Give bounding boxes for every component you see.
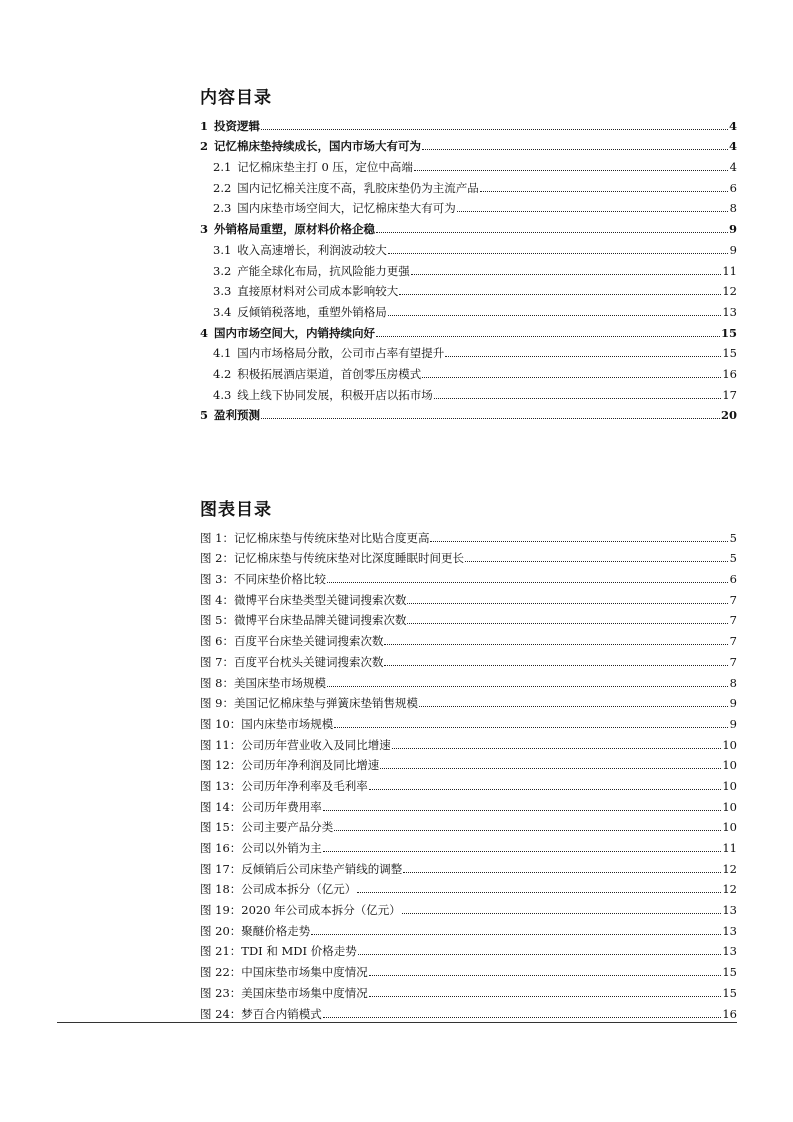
dot-leader: [414, 170, 728, 171]
toc-entry[interactable]: [200, 545, 737, 566]
entry-page-number: 13: [722, 903, 737, 918]
entry-page-number: 10: [722, 799, 737, 814]
entry-page-number: 11: [722, 263, 737, 278]
entry-number: 2.2: [213, 180, 232, 195]
toc-entry[interactable]: [200, 236, 737, 257]
entry-page-number: 10: [722, 737, 737, 752]
entry-page-number: 10: [722, 758, 737, 773]
entry-label: 图 22：中国床垫市场集中度情况: [200, 965, 368, 980]
entry-label: 图 13：公司历年净利率及毛利率: [200, 778, 368, 793]
toc-entry[interactable]: [200, 876, 737, 897]
entry-page-number: 10: [722, 778, 737, 793]
entry-page-number: 7: [729, 592, 737, 607]
toc-entry[interactable]: [200, 195, 737, 216]
dot-leader: [369, 996, 722, 997]
entry-number: 3.4: [213, 304, 232, 319]
dot-leader: [334, 727, 728, 728]
toc-entry[interactable]: [200, 958, 737, 979]
entry-label: 图 3：不同床垫价格比较: [200, 572, 326, 587]
toc-entry[interactable]: [200, 319, 737, 340]
entry-page-number: 10: [722, 820, 737, 835]
entry-label: 图 18：公司成本拆分（亿元）: [200, 882, 357, 897]
entry-number: 3.2: [213, 263, 232, 278]
dot-leader: [323, 1017, 722, 1018]
dot-leader: [403, 872, 721, 873]
entry-label: 收入高速增长，利润波动较大: [237, 242, 387, 257]
entry-label: 盈利预测: [214, 408, 261, 423]
entry-page-number: 7: [729, 654, 737, 669]
entry-page-number: 12: [722, 882, 737, 897]
dot-leader: [419, 706, 728, 707]
toc-entry[interactable]: [200, 648, 737, 669]
dot-leader: [407, 623, 728, 624]
entry-label: 图 7：百度平台枕头关键词搜索次数: [200, 654, 384, 669]
entry-number: 2: [200, 139, 209, 154]
dot-leader: [434, 398, 722, 399]
dot-leader: [411, 274, 722, 275]
entry-number: 4.3: [213, 387, 232, 402]
entry-page-number: 9: [729, 716, 737, 731]
figures-title: 图表目录: [200, 500, 272, 520]
toc-entry[interactable]: [200, 381, 737, 402]
dot-leader: [384, 644, 728, 645]
entry-label: 图 2：记忆棉床垫与传统床垫对比深度睡眠时间更长: [200, 551, 464, 566]
dot-leader: [376, 336, 720, 337]
dot-leader: [422, 377, 721, 378]
dot-leader: [327, 582, 728, 583]
dot-leader: [334, 830, 721, 831]
entry-page-number: 4: [728, 139, 737, 154]
entry-page-number: 16: [722, 366, 737, 381]
dot-leader: [392, 748, 722, 749]
toc-entry[interactable]: [200, 298, 737, 319]
entry-label: 图 14：公司历年费用率: [200, 799, 322, 814]
entry-label: 国内床垫市场空间大，记忆棉床垫大有可为: [237, 201, 456, 216]
entry-label: 图 17：反倾销后公司床垫产销线的调整: [200, 861, 403, 876]
dot-leader: [323, 810, 722, 811]
entry-label: 线上线下协同发展，积极开店以拓市场: [237, 387, 433, 402]
dot-leader: [480, 191, 728, 192]
dot-leader: [323, 851, 722, 852]
dot-leader: [380, 768, 721, 769]
dot-leader: [261, 418, 720, 419]
entry-page-number: 9: [728, 222, 737, 237]
entry-number: 4: [200, 325, 209, 340]
entry-page-number: 9: [729, 696, 737, 711]
figures-list: [200, 524, 737, 1021]
entry-label: 图 24：梦百合内销模式: [200, 1006, 322, 1021]
dot-leader: [430, 541, 728, 542]
entry-label: 外销格局重塑，原材料价格企稳: [214, 222, 376, 237]
dot-leader: [388, 315, 722, 316]
entry-label: 国内市场格局分散，公司市占率有望提升: [237, 346, 445, 361]
entry-label: 直接原材料对公司成本影响较大: [237, 284, 399, 299]
dot-leader: [388, 253, 728, 254]
toc-entry[interactable]: [200, 215, 737, 236]
toc-entry[interactable]: [200, 112, 737, 133]
entry-label: 图 6：百度平台床垫关键词搜索次数: [200, 634, 384, 649]
entry-page-number: 15: [722, 985, 737, 1000]
toc-entry[interactable]: [200, 752, 737, 773]
entry-label: 记忆棉床垫主打 0 压，定位中高端: [237, 160, 413, 175]
entry-label: 图 9：美国记忆棉床垫与弹簧床垫销售规模: [200, 696, 418, 711]
entry-page-number: 8: [729, 201, 737, 216]
entry-number: 3: [200, 222, 209, 237]
toc-entry[interactable]: [200, 153, 737, 174]
entry-page-number: 6: [729, 572, 737, 587]
toc-entry[interactable]: [200, 607, 737, 628]
entry-label: 图 15：公司主要产品分类: [200, 820, 334, 835]
dot-leader: [311, 934, 721, 935]
toc-entry[interactable]: [200, 814, 737, 835]
toc-entry[interactable]: [200, 586, 737, 607]
toc-entry[interactable]: [200, 979, 737, 1000]
toc-entry[interactable]: [200, 855, 737, 876]
entry-label: 图 8：美国床垫市场规模: [200, 675, 326, 690]
dot-leader: [261, 129, 728, 130]
entry-label: 国内市场空间大，内销持续向好: [214, 325, 376, 340]
dot-leader: [445, 356, 721, 357]
entry-page-number: 7: [729, 613, 737, 628]
toc-entry[interactable]: [200, 731, 737, 752]
entry-number: 2.3: [213, 201, 232, 216]
toc-entry[interactable]: [200, 174, 737, 195]
entry-number: 1: [200, 118, 209, 133]
entry-page-number: 16: [722, 1006, 737, 1021]
entry-page-number: 17: [722, 387, 737, 402]
entry-page-number: 11: [722, 841, 737, 855]
toc-entry[interactable]: [200, 690, 737, 711]
dot-leader: [369, 975, 722, 976]
toc-entry[interactable]: [200, 710, 737, 731]
entry-number: 3.3: [213, 284, 232, 299]
dot-leader: [358, 954, 722, 955]
toc-entry[interactable]: [200, 772, 737, 793]
entry-label: 图 23：美国床垫市场集中度情况: [200, 985, 368, 1000]
toc-entry[interactable]: [200, 793, 737, 814]
dot-leader: [402, 913, 722, 914]
entry-number: 2.1: [213, 160, 232, 175]
entry-label: 图 10：国内床垫市场规模: [200, 716, 334, 731]
toc-entry[interactable]: [200, 834, 737, 855]
toc-entry[interactable]: [200, 896, 737, 917]
dot-leader: [399, 294, 721, 295]
entry-number: 5: [200, 408, 209, 423]
toc-entry[interactable]: [200, 340, 737, 361]
entry-page-number: 4: [729, 160, 737, 175]
toc-entry[interactable]: [200, 627, 737, 648]
entry-page-number: 13: [722, 944, 737, 959]
dot-leader: [422, 149, 728, 150]
dot-leader: [376, 232, 728, 233]
entry-label: 反倾销税落地，重塑外销格局: [237, 304, 387, 319]
entry-label: 图 20：聚醚价格走势: [200, 923, 311, 938]
toc-entry[interactable]: [200, 402, 737, 423]
toc-entry[interactable]: [200, 360, 737, 381]
dot-leader: [465, 561, 728, 562]
entry-page-number: 4: [728, 118, 737, 133]
entry-label: 图 4：微博平台床垫类型关键词搜索次数: [200, 592, 407, 607]
dot-leader: [357, 892, 721, 893]
entry-page-number: 12: [722, 861, 737, 876]
toc-entry[interactable]: [200, 1000, 737, 1021]
toc-entry[interactable]: [200, 669, 737, 690]
entry-number: 4.2: [213, 366, 232, 381]
entry-label: 图 21：TDI 和 MDI 价格走势: [200, 944, 357, 959]
dot-leader: [327, 686, 728, 687]
dot-leader: [457, 211, 728, 212]
toc-entry[interactable]: [200, 917, 737, 938]
entry-page-number: 12: [722, 284, 737, 299]
entry-label: 图 12：公司历年净利润及同比增速: [200, 758, 380, 773]
contents-title: 内容目录: [200, 88, 272, 108]
entry-page-number: 6: [729, 180, 737, 195]
entry-label: 图 19：2020 年公司成本拆分（亿元）: [200, 903, 401, 918]
entry-number: 3.1: [213, 242, 232, 257]
entry-label: 国内记忆棉关注度不高，乳胶床垫仍为主流产品: [237, 180, 479, 195]
entry-page-number: 15: [722, 346, 737, 361]
entry-page-number: 15: [720, 325, 737, 340]
toc-entry[interactable]: [200, 938, 737, 959]
toc-entry[interactable]: [200, 278, 737, 299]
entry-label: 记忆棉床垫持续成长，国内市场大有可为: [214, 139, 422, 154]
entry-page-number: 8: [729, 675, 737, 690]
entry-page-number: 5: [729, 551, 737, 566]
dot-leader: [384, 665, 728, 666]
entry-page-number: 7: [729, 634, 737, 649]
entry-label: 积极拓展酒店渠道，首创零压房模式: [237, 366, 422, 381]
entry-label: 图 11：公司历年营业收入及同比增速: [200, 737, 391, 752]
toc-entry[interactable]: [200, 565, 737, 586]
entry-page-number: 13: [722, 923, 737, 938]
entry-page-number: 20: [720, 408, 737, 423]
entry-label: 图 16：公司以外销为主: [200, 841, 322, 855]
entry-label: 投资逻辑: [214, 118, 261, 133]
entry-page-number: 15: [722, 965, 737, 980]
dot-leader: [407, 603, 728, 604]
footer-rule: [57, 1022, 737, 1023]
toc-entry[interactable]: [200, 257, 737, 278]
dot-leader: [369, 789, 722, 790]
entry-label: 图 5：微博平台床垫品牌关键词搜索次数: [200, 613, 407, 628]
toc-entry[interactable]: [200, 133, 737, 154]
entry-page-number: 13: [722, 304, 737, 319]
toc-entry[interactable]: [200, 524, 737, 545]
entry-number: 4.1: [213, 346, 232, 361]
entry-page-number: 5: [729, 530, 737, 545]
entry-label: 图 1：记忆棉床垫与传统床垫对比贴合度更高: [200, 530, 430, 545]
contents-list: [200, 112, 737, 422]
entry-page-number: 9: [729, 242, 737, 257]
entry-label: 产能全球化布局，抗风险能力更强: [237, 263, 410, 278]
